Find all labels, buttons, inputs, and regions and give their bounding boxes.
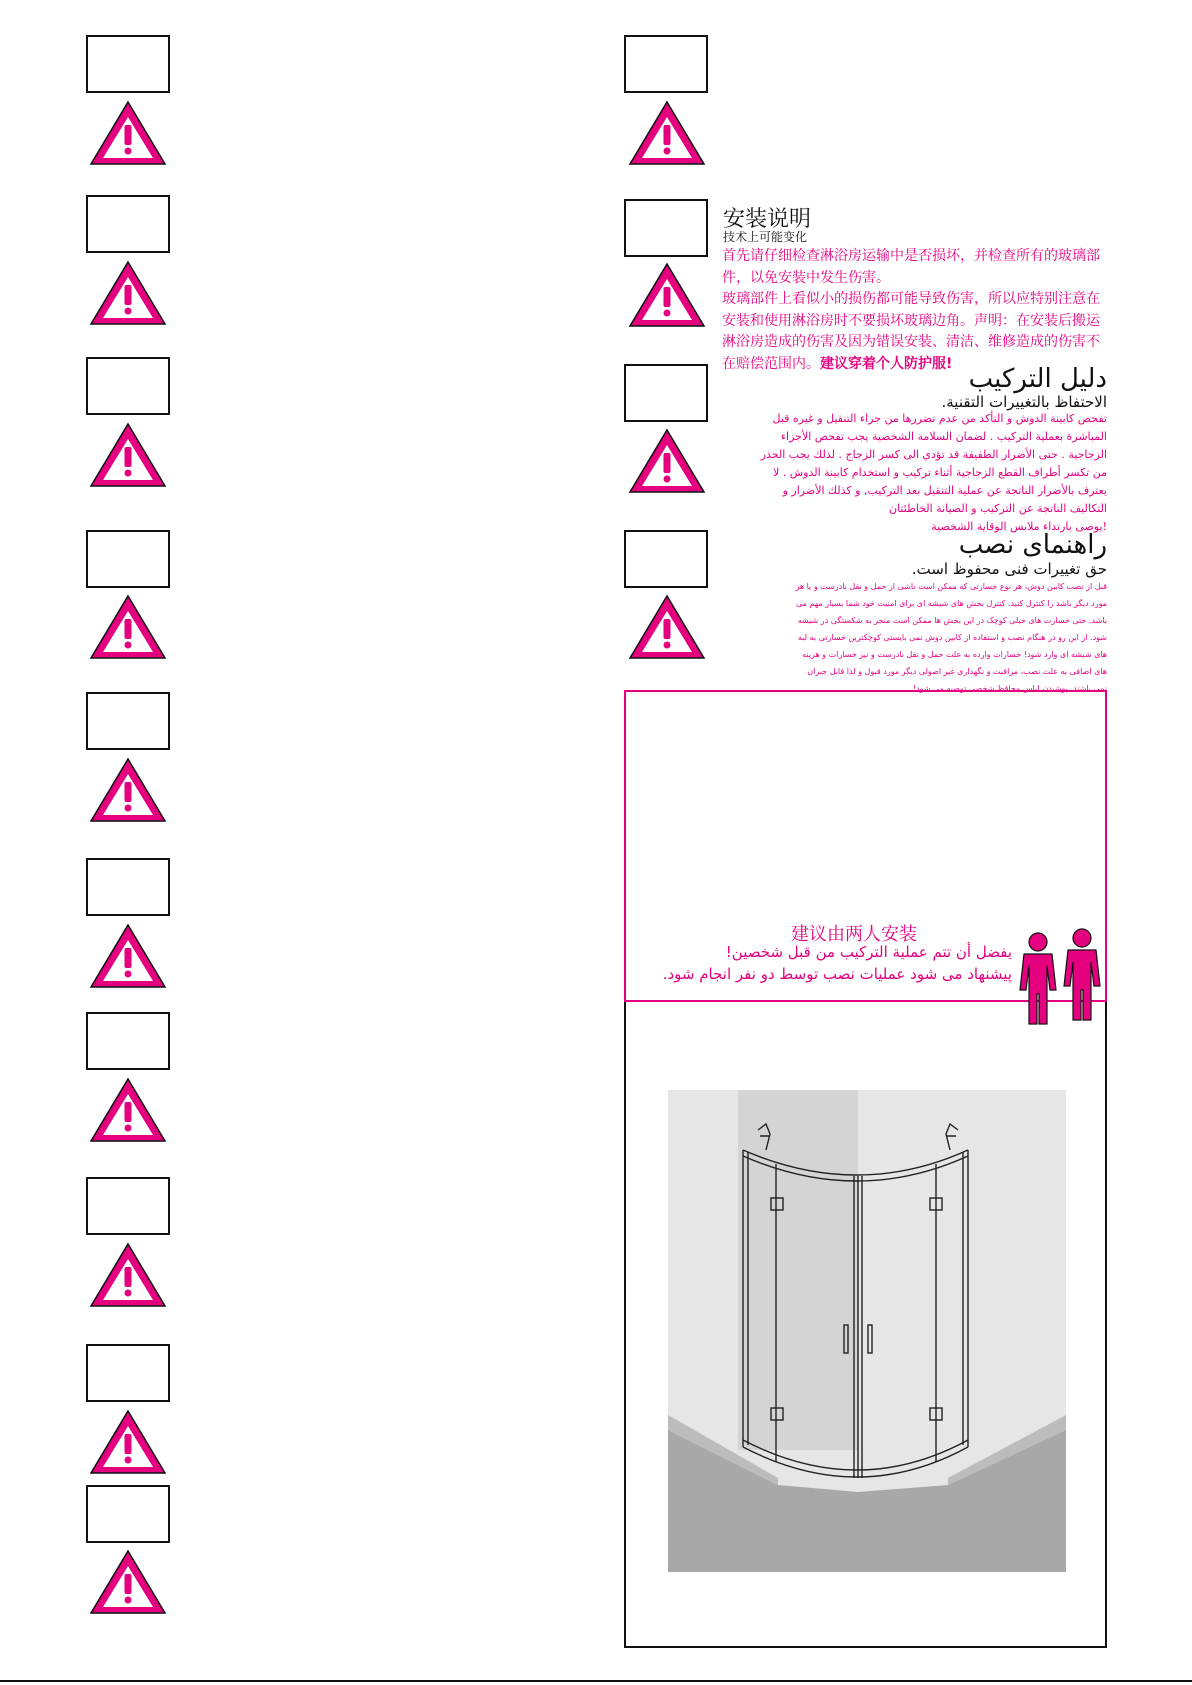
arabic-line: يعترف بالأضرار الناتجة عن عملية التنقيل بعد التركيب, و كذلك الأضرار و [782, 484, 1107, 497]
label-box [624, 199, 708, 257]
shower-enclosure-image [668, 1090, 1066, 1572]
arabic-line: الزجاجية . حتى الأضرار الطفيفة قد تؤدي الى كسر الزجاج . لذلك يجب الحذر [760, 448, 1107, 461]
chinese-text: 玻璃部件上看似小的损伤都可能导致伤害，所以应特别注意在安装和使用淋浴房时不要损坏玻璃边角。声明：在安装后搬运淋浴房造成的伤害及因为错误安装、清洁、维修造成的伤害不在赔偿范围内。 [722, 291, 1100, 372]
label-box [86, 530, 170, 588]
warning-triangle-icon [89, 1549, 167, 1615]
label-box [86, 1012, 170, 1070]
warning-triangle-icon [89, 422, 167, 488]
warning-triangle-icon [89, 1409, 167, 1475]
label-box [624, 35, 708, 93]
persian-body [727, 578, 1107, 697]
label-box [624, 364, 708, 422]
chinese-paragraph: 首先请仔细检查淋浴房运输中是否损坏，并检查所有的玻璃部件，以免安装中发生伤害。 [722, 248, 1100, 286]
warning-triangle-icon [89, 757, 167, 823]
persian-line: نمی باشند. پوشیدن لباس محافظ شخصی توصیه می شود! [912, 684, 1107, 693]
chinese-body [722, 246, 1102, 375]
persian-line: شود. از این رو در هنگام نصب و استفاده از کابین دوش نمی بایستی کوچکترین خسارتی به لبه [797, 633, 1107, 642]
arabic-line: !يوصى بارتداء ملابس الوقاية الشخصية [931, 520, 1107, 533]
arabic-body [727, 410, 1107, 536]
persian-line: های اضافی به علت نصب، مراقبت و نگهداری غیر اصولی دیگر مورد قبول و لذا قابل جبران [807, 667, 1107, 676]
two-person-arabic: يفضل أن تتم عملية التركيب من قبل شخصين! [725, 943, 1012, 961]
chinese-paragraph [722, 289, 1102, 375]
label-box [86, 357, 170, 415]
arabic-line: التكاليف الناتجة عن التركيب و الصيانة الخاطئتان [889, 502, 1107, 515]
label-box [86, 1485, 170, 1543]
label-box [86, 1177, 170, 1235]
warning-triangle-icon [89, 1242, 167, 1308]
warning-triangle-icon [89, 594, 167, 660]
persian-title: راهنمای نصب [958, 530, 1107, 560]
label-box [86, 195, 170, 253]
two-person-persian: پیشنهاد می شود عملیات نصب توسط دو نفر انجام شود. [662, 965, 1012, 983]
label-box [624, 530, 708, 588]
page-bottom-rule [0, 1680, 1192, 1682]
chinese-bold-note: 建议穿着个人防护服! [820, 355, 953, 372]
warning-triangle-icon [89, 100, 167, 166]
arabic-title: دليل التركيب [968, 364, 1107, 394]
warning-triangle-icon [628, 100, 706, 166]
arabic-line: تفحص كابينة الدوش و التأكد من عدم تضررها من جراء التنقيل و غيره قبل [772, 412, 1107, 425]
persian-subtitle: حق تغییرات فنی محفوظ است. [911, 560, 1107, 578]
arabic-line: المباشرة بعملية التركيب . لضمان السلامة الشخصية يجب تفحص الأجزاء [780, 430, 1107, 443]
warning-triangle-icon [89, 260, 167, 326]
label-box [86, 1344, 170, 1402]
chinese-title: 安装说明 [723, 207, 812, 232]
persian-line: های شیشه ای وارد شود! خسارات وارده به علت حمل و نقل نادرست و نیز خسارات و هزینه [802, 650, 1107, 659]
arabic-line: من تكسر أطراف القطع الزجاجية أثناء تركيب و استخدام كابينة الدوش . لا [772, 466, 1107, 479]
warning-triangle-icon [89, 1077, 167, 1143]
label-box [86, 858, 170, 916]
warning-triangle-icon [628, 428, 706, 494]
persian-line: مورد دیگر باشد را کنترل کنید. کنترل بخش های شیشه ای برای امنیت خود شما بسیار مهم می [795, 599, 1107, 608]
persian-line: باشد. حتی خسارت های خیلی کوچک در این بخش ها ممکن است منجر به شکستگی در شیشه [797, 616, 1107, 625]
label-box [86, 35, 170, 93]
persian-line: قبل از نصب کابین دوش، هر نوع خسارتی که ممکن است ناشی از حمل و نقل نادرست و یا هر [795, 582, 1107, 591]
warning-triangle-icon [628, 262, 706, 328]
two-person-chinese: 建议由两人安装 [791, 924, 917, 945]
warning-triangle-icon [89, 923, 167, 989]
chinese-subtitle: 技术上可能变化 [723, 230, 808, 244]
warning-triangle-icon [628, 594, 706, 660]
label-box [86, 692, 170, 750]
arabic-subtitle: الاحتفاظ بالتغييرات التقنية. [941, 393, 1107, 411]
